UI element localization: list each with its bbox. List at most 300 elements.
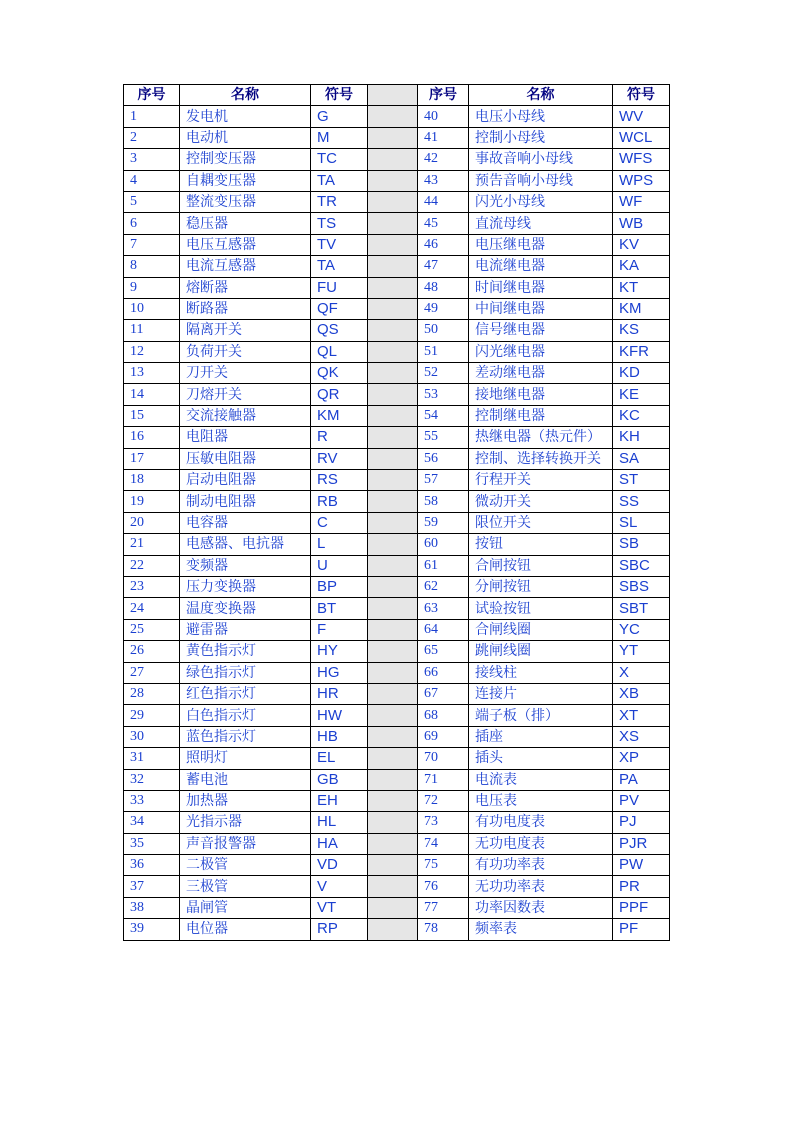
item-symbol-left: RS bbox=[311, 470, 368, 491]
item-name-left: 负荷开关 bbox=[180, 341, 311, 362]
item-name-left: 电容器 bbox=[180, 512, 311, 533]
row-number-right: 54 bbox=[418, 405, 469, 426]
row-number-left: 32 bbox=[124, 769, 180, 790]
item-name-left: 断路器 bbox=[180, 298, 311, 319]
item-symbol-right: KA bbox=[613, 256, 670, 277]
gap-cell bbox=[368, 127, 418, 148]
gap-cell bbox=[368, 534, 418, 555]
table-row bbox=[124, 298, 670, 319]
item-symbol-right: XB bbox=[613, 683, 670, 704]
item-symbol-left: RP bbox=[311, 919, 368, 940]
row-number-right: 46 bbox=[418, 234, 469, 255]
gap-cell bbox=[368, 897, 418, 918]
row-number-right: 40 bbox=[418, 106, 469, 127]
table-row bbox=[124, 812, 670, 833]
item-name-right: 有功功率表 bbox=[469, 855, 613, 876]
row-number-left: 33 bbox=[124, 790, 180, 811]
gap-cell bbox=[368, 619, 418, 640]
item-symbol-left: RB bbox=[311, 491, 368, 512]
item-name-right: 连接片 bbox=[469, 683, 613, 704]
item-symbol-right: WV bbox=[613, 106, 670, 127]
gap-cell bbox=[368, 598, 418, 619]
table-row bbox=[124, 769, 670, 790]
item-name-right: 控制继电器 bbox=[469, 405, 613, 426]
item-name-right: 试验按钮 bbox=[469, 598, 613, 619]
item-symbol-right: XP bbox=[613, 748, 670, 769]
row-number-left: 10 bbox=[124, 298, 180, 319]
row-number-right: 66 bbox=[418, 662, 469, 683]
item-name-right: 热继电器（热元件） bbox=[469, 427, 613, 448]
table-row bbox=[124, 683, 670, 704]
table-row bbox=[124, 619, 670, 640]
table-row bbox=[124, 876, 670, 897]
item-name-right: 行程开关 bbox=[469, 470, 613, 491]
row-number-left: 7 bbox=[124, 234, 180, 255]
item-name-left: 变频器 bbox=[180, 555, 311, 576]
item-name-right: 控制小母线 bbox=[469, 127, 613, 148]
table-row bbox=[124, 833, 670, 854]
item-name-left: 二极管 bbox=[180, 855, 311, 876]
item-symbol-right: KM bbox=[613, 298, 670, 319]
item-name-left: 控制变压器 bbox=[180, 149, 311, 170]
gap-cell bbox=[368, 363, 418, 384]
row-number-right: 49 bbox=[418, 298, 469, 319]
row-number-right: 69 bbox=[418, 726, 469, 747]
item-name-right: 预告音响小母线 bbox=[469, 170, 613, 191]
row-number-right: 71 bbox=[418, 769, 469, 790]
table-row bbox=[124, 448, 670, 469]
gap-cell bbox=[368, 448, 418, 469]
gap-cell bbox=[368, 876, 418, 897]
item-symbol-left: L bbox=[311, 534, 368, 555]
item-name-right: 分闸按钮 bbox=[469, 576, 613, 597]
table-row bbox=[124, 598, 670, 619]
gap-cell bbox=[368, 106, 418, 127]
header-name-right: 名称 bbox=[469, 85, 613, 106]
item-name-left: 电压互感器 bbox=[180, 234, 311, 255]
item-name-left: 发电机 bbox=[180, 106, 311, 127]
item-name-left: 声音报警器 bbox=[180, 833, 311, 854]
item-name-right: 接地继电器 bbox=[469, 384, 613, 405]
table-row bbox=[124, 748, 670, 769]
item-symbol-right: SS bbox=[613, 491, 670, 512]
gap-cell bbox=[368, 149, 418, 170]
item-name-right: 按钮 bbox=[469, 534, 613, 555]
row-number-left: 29 bbox=[124, 705, 180, 726]
item-symbol-left: FU bbox=[311, 277, 368, 298]
row-number-right: 61 bbox=[418, 555, 469, 576]
table-row bbox=[124, 427, 670, 448]
gap-cell bbox=[368, 320, 418, 341]
gap-cell bbox=[368, 405, 418, 426]
item-name-left: 加热器 bbox=[180, 790, 311, 811]
item-name-left: 整流变压器 bbox=[180, 191, 311, 212]
item-symbol-left: VD bbox=[311, 855, 368, 876]
item-symbol-right: WB bbox=[613, 213, 670, 234]
item-symbol-left: GB bbox=[311, 769, 368, 790]
item-symbol-left: QL bbox=[311, 341, 368, 362]
table-row bbox=[124, 341, 670, 362]
row-number-right: 76 bbox=[418, 876, 469, 897]
item-name-right: 无功功率表 bbox=[469, 876, 613, 897]
item-name-right: 事故音响小母线 bbox=[469, 149, 613, 170]
item-symbol-left: KM bbox=[311, 405, 368, 426]
item-name-right: 电压小母线 bbox=[469, 106, 613, 127]
row-number-right: 65 bbox=[418, 641, 469, 662]
row-number-left: 36 bbox=[124, 855, 180, 876]
row-number-right: 60 bbox=[418, 534, 469, 555]
gap-cell bbox=[368, 341, 418, 362]
row-number-right: 62 bbox=[418, 576, 469, 597]
table-row bbox=[124, 491, 670, 512]
item-symbol-right: KC bbox=[613, 405, 670, 426]
gap-cell bbox=[368, 427, 418, 448]
item-symbol-right: SB bbox=[613, 534, 670, 555]
row-number-right: 51 bbox=[418, 341, 469, 362]
item-name-right: 差动继电器 bbox=[469, 363, 613, 384]
row-number-left: 26 bbox=[124, 641, 180, 662]
gap-cell bbox=[368, 298, 418, 319]
item-name-left: 压力变换器 bbox=[180, 576, 311, 597]
item-symbol-right: KD bbox=[613, 363, 670, 384]
table-row bbox=[124, 191, 670, 212]
gap-cell bbox=[368, 555, 418, 576]
row-number-right: 42 bbox=[418, 149, 469, 170]
table-row bbox=[124, 855, 670, 876]
header-symbol-right: 符号 bbox=[613, 85, 670, 106]
row-number-right: 68 bbox=[418, 705, 469, 726]
row-number-right: 50 bbox=[418, 320, 469, 341]
header-name-left: 名称 bbox=[180, 85, 311, 106]
gap-cell bbox=[368, 812, 418, 833]
gap-cell bbox=[368, 213, 418, 234]
item-name-left: 蓄电池 bbox=[180, 769, 311, 790]
item-symbol-right: PW bbox=[613, 855, 670, 876]
gap-cell bbox=[368, 790, 418, 811]
gap-cell bbox=[368, 512, 418, 533]
table-row bbox=[124, 106, 670, 127]
gap-cell bbox=[368, 491, 418, 512]
table-row bbox=[124, 705, 670, 726]
item-symbol-left: F bbox=[311, 619, 368, 640]
item-name-left: 制动电阻器 bbox=[180, 491, 311, 512]
table-row bbox=[124, 127, 670, 148]
row-number-right: 55 bbox=[418, 427, 469, 448]
row-number-left: 39 bbox=[124, 919, 180, 940]
row-number-right: 52 bbox=[418, 363, 469, 384]
row-number-right: 78 bbox=[418, 919, 469, 940]
row-number-left: 5 bbox=[124, 191, 180, 212]
item-symbol-right: ST bbox=[613, 470, 670, 491]
gap-cell bbox=[368, 641, 418, 662]
item-name-right: 端子板（排） bbox=[469, 705, 613, 726]
row-number-right: 77 bbox=[418, 897, 469, 918]
item-symbol-right: WPS bbox=[613, 170, 670, 191]
table-row bbox=[124, 277, 670, 298]
item-name-left: 交流接触器 bbox=[180, 405, 311, 426]
gap-cell bbox=[368, 384, 418, 405]
item-symbol-right: KFR bbox=[613, 341, 670, 362]
item-name-right: 电压继电器 bbox=[469, 234, 613, 255]
item-symbol-right: PR bbox=[613, 876, 670, 897]
item-name-left: 刀开关 bbox=[180, 363, 311, 384]
item-symbol-right: WFS bbox=[613, 149, 670, 170]
item-symbol-right: KH bbox=[613, 427, 670, 448]
item-symbol-left: TC bbox=[311, 149, 368, 170]
item-name-left: 电阻器 bbox=[180, 427, 311, 448]
gap-cell bbox=[368, 256, 418, 277]
table-row bbox=[124, 897, 670, 918]
row-number-left: 16 bbox=[124, 427, 180, 448]
table-row bbox=[124, 790, 670, 811]
gap-cell bbox=[368, 919, 418, 940]
header-symbol-left: 符号 bbox=[311, 85, 368, 106]
table-row bbox=[124, 726, 670, 747]
item-symbol-left: TA bbox=[311, 256, 368, 277]
item-symbol-right: PF bbox=[613, 919, 670, 940]
item-name-left: 启动电阻器 bbox=[180, 470, 311, 491]
row-number-right: 48 bbox=[418, 277, 469, 298]
gap-cell bbox=[368, 170, 418, 191]
item-name-right: 插座 bbox=[469, 726, 613, 747]
item-symbol-right: YC bbox=[613, 619, 670, 640]
row-number-right: 64 bbox=[418, 619, 469, 640]
item-name-right: 跳闸线圈 bbox=[469, 641, 613, 662]
row-number-left: 8 bbox=[124, 256, 180, 277]
item-symbol-left: TS bbox=[311, 213, 368, 234]
gap-cell bbox=[368, 748, 418, 769]
row-number-left: 27 bbox=[124, 662, 180, 683]
row-number-left: 3 bbox=[124, 149, 180, 170]
gap-cell bbox=[368, 277, 418, 298]
item-symbol-left: VT bbox=[311, 897, 368, 918]
item-name-left: 避雷器 bbox=[180, 619, 311, 640]
item-symbol-right: KS bbox=[613, 320, 670, 341]
item-symbol-left: HL bbox=[311, 812, 368, 833]
item-symbol-right: KV bbox=[613, 234, 670, 255]
item-symbol-left: C bbox=[311, 512, 368, 533]
item-name-left: 电流互感器 bbox=[180, 256, 311, 277]
item-name-right: 功率因数表 bbox=[469, 897, 613, 918]
gap-cell bbox=[368, 470, 418, 491]
item-symbol-left: HB bbox=[311, 726, 368, 747]
gap-cell bbox=[368, 855, 418, 876]
row-number-left: 20 bbox=[124, 512, 180, 533]
row-number-left: 21 bbox=[124, 534, 180, 555]
row-number-right: 45 bbox=[418, 213, 469, 234]
row-number-right: 58 bbox=[418, 491, 469, 512]
table-row bbox=[124, 320, 670, 341]
table-row bbox=[124, 405, 670, 426]
item-name-left: 稳压器 bbox=[180, 213, 311, 234]
row-number-left: 4 bbox=[124, 170, 180, 191]
item-symbol-left: QK bbox=[311, 363, 368, 384]
row-number-left: 31 bbox=[124, 748, 180, 769]
item-symbol-right: SA bbox=[613, 448, 670, 469]
row-number-right: 74 bbox=[418, 833, 469, 854]
symbol-table bbox=[123, 84, 670, 941]
row-number-left: 22 bbox=[124, 555, 180, 576]
item-name-left: 温度变换器 bbox=[180, 598, 311, 619]
item-name-right: 中间继电器 bbox=[469, 298, 613, 319]
item-name-left: 绿色指示灯 bbox=[180, 662, 311, 683]
row-number-left: 30 bbox=[124, 726, 180, 747]
header-no-left: 序号 bbox=[124, 85, 180, 106]
table-row bbox=[124, 555, 670, 576]
item-symbol-right: SL bbox=[613, 512, 670, 533]
item-symbol-right: XS bbox=[613, 726, 670, 747]
gap-cell bbox=[368, 576, 418, 597]
item-symbol-right: SBS bbox=[613, 576, 670, 597]
table-row bbox=[124, 256, 670, 277]
item-symbol-right: KT bbox=[613, 277, 670, 298]
item-name-left: 白色指示灯 bbox=[180, 705, 311, 726]
item-symbol-right: PPF bbox=[613, 897, 670, 918]
table-row bbox=[124, 641, 670, 662]
gap-cell bbox=[368, 191, 418, 212]
table-row bbox=[124, 576, 670, 597]
item-symbol-left: U bbox=[311, 555, 368, 576]
row-number-left: 17 bbox=[124, 448, 180, 469]
item-name-left: 压敏电阻器 bbox=[180, 448, 311, 469]
item-symbol-right: PA bbox=[613, 769, 670, 790]
item-name-left: 刀熔开关 bbox=[180, 384, 311, 405]
item-name-left: 电位器 bbox=[180, 919, 311, 940]
table-row bbox=[124, 470, 670, 491]
row-number-left: 11 bbox=[124, 320, 180, 341]
item-symbol-left: QS bbox=[311, 320, 368, 341]
item-symbol-right: XT bbox=[613, 705, 670, 726]
row-number-right: 73 bbox=[418, 812, 469, 833]
item-symbol-left: G bbox=[311, 106, 368, 127]
item-name-right: 插头 bbox=[469, 748, 613, 769]
row-number-right: 56 bbox=[418, 448, 469, 469]
item-name-right: 电流表 bbox=[469, 769, 613, 790]
row-number-right: 59 bbox=[418, 512, 469, 533]
item-symbol-right: PV bbox=[613, 790, 670, 811]
row-number-right: 67 bbox=[418, 683, 469, 704]
row-number-left: 19 bbox=[124, 491, 180, 512]
item-name-right: 电压表 bbox=[469, 790, 613, 811]
item-symbol-left: HY bbox=[311, 641, 368, 662]
item-symbol-left: BP bbox=[311, 576, 368, 597]
item-name-right: 无功电度表 bbox=[469, 833, 613, 854]
row-number-left: 25 bbox=[124, 619, 180, 640]
row-number-left: 37 bbox=[124, 876, 180, 897]
item-name-right: 时间继电器 bbox=[469, 277, 613, 298]
item-name-left: 电动机 bbox=[180, 127, 311, 148]
item-name-left: 光指示器 bbox=[180, 812, 311, 833]
item-name-left: 三极管 bbox=[180, 876, 311, 897]
row-number-left: 13 bbox=[124, 363, 180, 384]
table-row bbox=[124, 170, 670, 191]
item-symbol-left: M bbox=[311, 127, 368, 148]
item-name-left: 照明灯 bbox=[180, 748, 311, 769]
header-row bbox=[124, 85, 670, 106]
row-number-right: 41 bbox=[418, 127, 469, 148]
row-number-left: 2 bbox=[124, 127, 180, 148]
item-symbol-left: TR bbox=[311, 191, 368, 212]
item-symbol-left: TV bbox=[311, 234, 368, 255]
table-row bbox=[124, 919, 670, 940]
item-name-right: 有功电度表 bbox=[469, 812, 613, 833]
row-number-right: 57 bbox=[418, 470, 469, 491]
item-name-right: 频率表 bbox=[469, 919, 613, 940]
item-symbol-left: TA bbox=[311, 170, 368, 191]
row-number-left: 38 bbox=[124, 897, 180, 918]
item-symbol-left: QR bbox=[311, 384, 368, 405]
row-number-right: 75 bbox=[418, 855, 469, 876]
row-number-left: 34 bbox=[124, 812, 180, 833]
table-row bbox=[124, 234, 670, 255]
item-symbol-right: PJR bbox=[613, 833, 670, 854]
item-symbol-right: WF bbox=[613, 191, 670, 212]
item-name-right: 电流继电器 bbox=[469, 256, 613, 277]
item-symbol-left: EH bbox=[311, 790, 368, 811]
item-symbol-right: YT bbox=[613, 641, 670, 662]
item-name-right: 直流母线 bbox=[469, 213, 613, 234]
item-symbol-right: X bbox=[613, 662, 670, 683]
row-number-right: 70 bbox=[418, 748, 469, 769]
item-name-right: 合闸线圈 bbox=[469, 619, 613, 640]
item-symbol-left: QF bbox=[311, 298, 368, 319]
item-name-right: 微动开关 bbox=[469, 491, 613, 512]
item-name-right: 限位开关 bbox=[469, 512, 613, 533]
item-symbol-left: EL bbox=[311, 748, 368, 769]
item-name-left: 熔断器 bbox=[180, 277, 311, 298]
table-row bbox=[124, 363, 670, 384]
gap-cell bbox=[368, 833, 418, 854]
gap-column bbox=[368, 85, 418, 106]
item-symbol-left: HA bbox=[311, 833, 368, 854]
item-name-left: 电感器、电抗器 bbox=[180, 534, 311, 555]
gap-cell bbox=[368, 234, 418, 255]
row-number-left: 24 bbox=[124, 598, 180, 619]
row-number-left: 35 bbox=[124, 833, 180, 854]
item-name-left: 晶闸管 bbox=[180, 897, 311, 918]
row-number-right: 47 bbox=[418, 256, 469, 277]
row-number-left: 23 bbox=[124, 576, 180, 597]
row-number-left: 14 bbox=[124, 384, 180, 405]
table-row bbox=[124, 149, 670, 170]
row-number-right: 72 bbox=[418, 790, 469, 811]
item-name-right: 合闸按钮 bbox=[469, 555, 613, 576]
item-name-left: 自耦变压器 bbox=[180, 170, 311, 191]
item-symbol-left: HG bbox=[311, 662, 368, 683]
row-number-left: 9 bbox=[124, 277, 180, 298]
row-number-right: 44 bbox=[418, 191, 469, 212]
item-symbol-right: SBT bbox=[613, 598, 670, 619]
row-number-left: 18 bbox=[124, 470, 180, 491]
symbol-table-sheet bbox=[123, 84, 670, 941]
item-symbol-left: RV bbox=[311, 448, 368, 469]
item-name-left: 蓝色指示灯 bbox=[180, 726, 311, 747]
item-symbol-left: HW bbox=[311, 705, 368, 726]
gap-cell bbox=[368, 769, 418, 790]
item-symbol-right: SBC bbox=[613, 555, 670, 576]
item-name-right: 闪光小母线 bbox=[469, 191, 613, 212]
item-symbol-right: KE bbox=[613, 384, 670, 405]
table-row bbox=[124, 213, 670, 234]
item-name-right: 闪光继电器 bbox=[469, 341, 613, 362]
table-row bbox=[124, 662, 670, 683]
gap-cell bbox=[368, 683, 418, 704]
item-name-left: 红色指示灯 bbox=[180, 683, 311, 704]
gap-cell bbox=[368, 662, 418, 683]
item-symbol-left: HR bbox=[311, 683, 368, 704]
header-no-right: 序号 bbox=[418, 85, 469, 106]
row-number-left: 6 bbox=[124, 213, 180, 234]
